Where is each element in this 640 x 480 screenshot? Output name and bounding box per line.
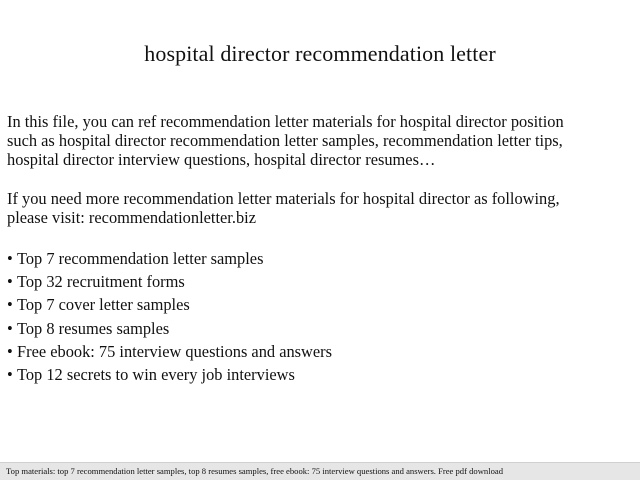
footer-text: Top materials: top 7 recommendation letter samples, top 8 resumes samples, free ebook: 75 interview questions and answers. Free pdf download — [6, 466, 503, 476]
bullet-icon: • — [7, 365, 13, 385]
bullet-icon: • — [7, 341, 13, 361]
list-item-label: Free ebook: 75 interview questions and answers — [17, 341, 332, 361]
intro-line: such as hospital director recommendation letter samples, recommendation letter tips, — [7, 131, 563, 150]
list-item-label: Top 12 secrets to win every job interviews — [17, 365, 295, 385]
list-item-label: Top 7 cover letter samples — [17, 295, 190, 315]
list-item-label: Top 8 resumes samples — [17, 318, 170, 338]
list-item-label: Top 7 recommendation letter samples — [17, 249, 264, 268]
list-item — [7, 270, 627, 293]
visit-line: If you need more recommendation letter materials for hospital director as following, — [7, 189, 560, 208]
intro-line: In this file, you can ref recommendation letter materials for hospital director position — [7, 112, 564, 131]
list-item-label: Top 32 recruitment forms — [17, 272, 185, 292]
intro-line: hospital director interview questions, hospital director resumes… — [7, 150, 436, 169]
list-item — [7, 340, 627, 363]
bullet-icon: • — [7, 318, 13, 338]
bullet-icon: • — [7, 295, 13, 315]
bullet-icon: • — [7, 249, 13, 268]
page-title: hospital director recommendation letter — [144, 41, 496, 66]
list-item — [7, 293, 627, 316]
visit-paragraph — [7, 189, 635, 227]
list-item — [7, 363, 627, 386]
bullet-icon: • — [7, 272, 13, 292]
list-item — [7, 247, 627, 270]
intro-paragraph — [7, 112, 635, 169]
materials-list — [7, 247, 627, 386]
footer-bar — [0, 462, 640, 480]
list-item — [7, 317, 627, 340]
visit-line: please visit: recommendationletter.biz — [7, 208, 256, 227]
